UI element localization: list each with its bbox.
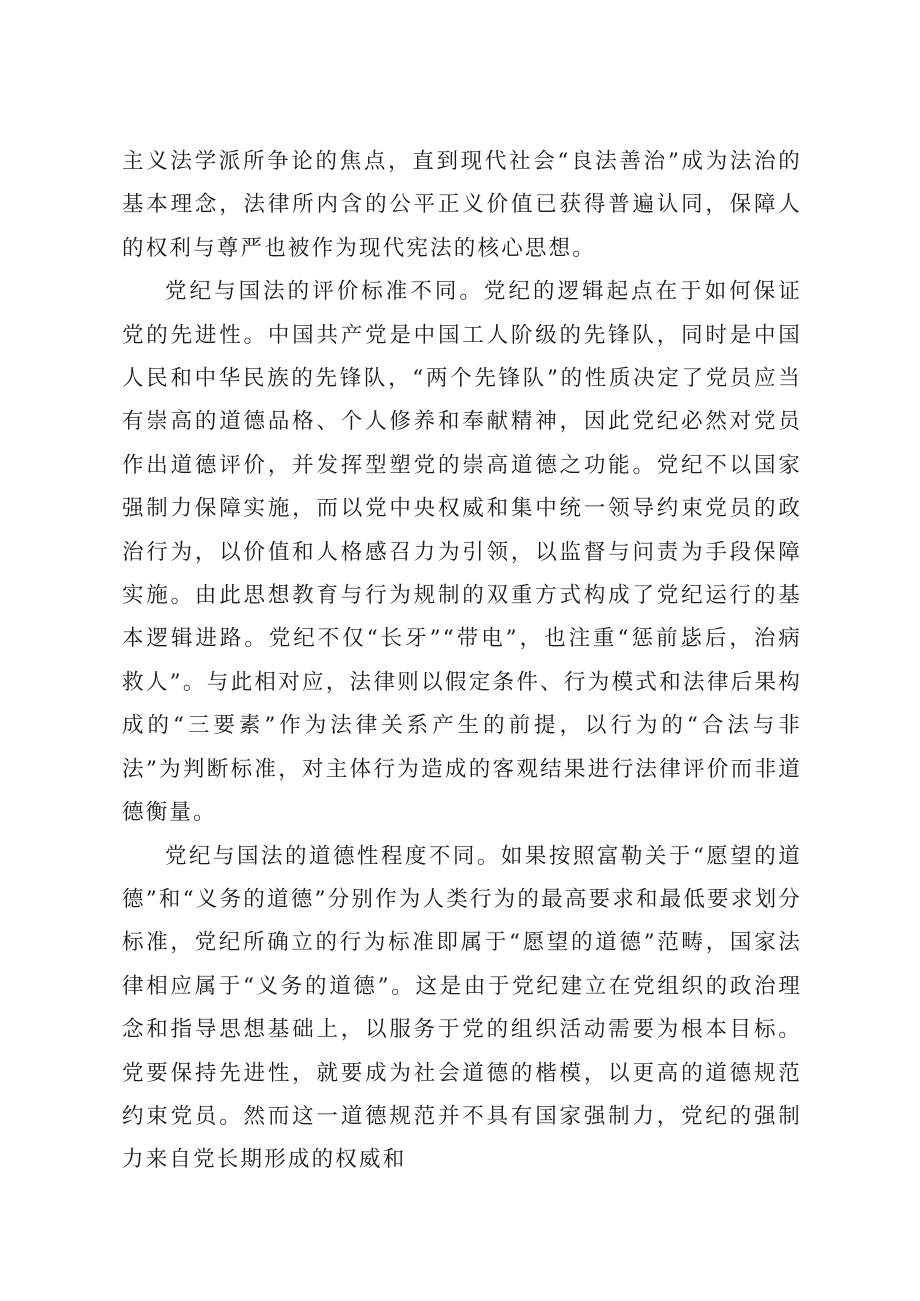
paragraph-3: 党纪与国法的道德性程度不同。如果按照富勒关于“愿望的道德”和“义务的道德”分别作为人类行为的最高要求和最低要求划分标准，党纪所确立的行为标准即属于“愿望的道德”范畴，国家法律相应属于“义务的道德”。这是由于党纪建立在党组织的政治理念和指导思想基础上，以服务于党的组织活动需要为根本目标。党要保持先进性，就要成为社会道德的楷模，以更高的道德规范约束党员。然而这一道德规范并不具有国家强制力，党纪的强制力来自党长期形成的权威和 bbox=[122, 843, 802, 1173]
paragraph-1: 主义法学派所争论的焦点，直到现代社会“良法善治”成为法治的基本理念，法律所内含的公平正义价值已获得普遍认同，保障人的权利与尊严也被作为现代宪法的核心思想。 bbox=[122, 149, 802, 261]
document-page bbox=[122, 140, 802, 1182]
paragraph-2: 党纪与国法的评价标准不同。党纪的逻辑起点在于如何保证党的先进性。中国共产党是中国工人阶级的先锋队，同时是中国人民和中华民族的先锋队，“两个先锋队”的性质决定了党员应当有崇高的道德品格、个人修养和奉献精神，因此党纪必然对党员作出道德评价，并发挥型塑党的崇高道德之功能。党纪不以国家强制力保障实施，而以党中央权威和集中统一领导约束党员的政治行为，以价值和人格感召力为引领，以监督与问责为手段保障实施。由此思想教育与行为规制的双重方式构成了党纪运行的基本逻辑进路。党纪不仅“长牙”“带电”，也注重“惩前毖后，治病救人”。与此相对应，法律则以假定条件、行为模式和法律后果构成的“三要素”作为法律关系产生的前提，以行为的“合法与非法”为判断标准，对主体行为造成的客观结果进行法律评价而非道德衡量。 bbox=[122, 279, 802, 826]
